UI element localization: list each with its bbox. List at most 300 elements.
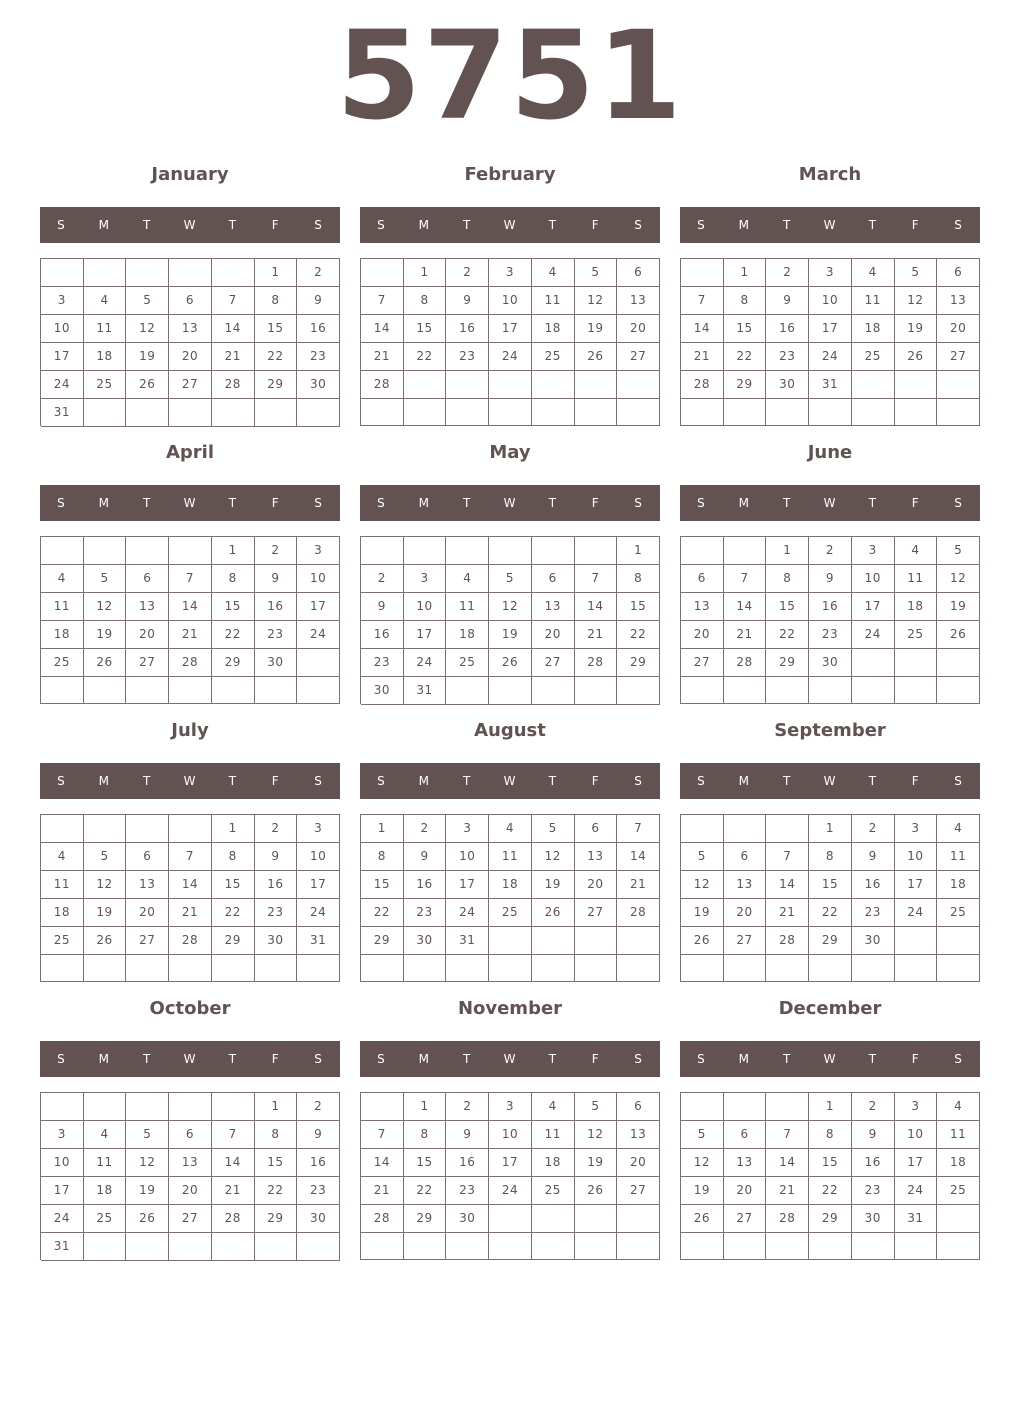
day-cell — [575, 955, 618, 982]
weekday-label: T — [142, 496, 152, 510]
day-cell: 10 — [809, 287, 852, 315]
day-cell: 29 — [809, 927, 852, 955]
day-cell: 26 — [575, 1177, 618, 1205]
day-cell — [169, 259, 212, 287]
month-name: May — [489, 442, 531, 463]
day-cell: 30 — [404, 927, 447, 955]
day-cell: 20 — [169, 343, 212, 371]
day-cell: 12 — [937, 565, 980, 593]
day-cell: 3 — [852, 537, 895, 565]
day-cell: 14 — [617, 843, 660, 871]
day-cell — [489, 955, 532, 982]
day-cell: 4 — [895, 537, 938, 565]
day-cell — [617, 371, 660, 399]
day-cell — [852, 649, 895, 677]
day-cell: 27 — [617, 343, 660, 371]
day-cell: 25 — [84, 371, 127, 399]
weekday-label: M — [418, 1052, 430, 1066]
day-cell: 24 — [41, 371, 84, 399]
weekday-label: T — [142, 774, 152, 788]
weekday-label: S — [314, 774, 323, 788]
day-cell: 19 — [681, 1177, 724, 1205]
month-name: August — [474, 720, 546, 741]
day-cell: 8 — [404, 287, 447, 315]
day-cell: 30 — [297, 371, 340, 399]
day-cell: 26 — [126, 1205, 169, 1233]
month-name: June — [807, 442, 853, 463]
day-cell — [446, 955, 489, 982]
day-cell: 20 — [937, 315, 980, 343]
day-cell: 27 — [126, 927, 169, 955]
day-cell: 2 — [852, 1093, 895, 1121]
day-cell: 22 — [809, 1177, 852, 1205]
day-cell — [41, 1093, 84, 1121]
weekday-label: S — [57, 496, 66, 510]
day-cell — [575, 399, 618, 426]
day-cell: 17 — [404, 621, 447, 649]
day-cell — [809, 677, 852, 704]
day-cell: 25 — [532, 1177, 575, 1205]
day-cell — [297, 649, 340, 677]
day-cell — [169, 677, 212, 704]
weekday-label: W — [183, 496, 197, 510]
day-cell: 6 — [617, 259, 660, 287]
day-cell: 1 — [809, 1093, 852, 1121]
day-cell: 15 — [212, 593, 255, 621]
day-cell: 12 — [84, 871, 127, 899]
day-cell: 18 — [532, 315, 575, 343]
day-cell — [809, 1233, 852, 1260]
day-cell: 10 — [41, 1149, 84, 1177]
day-grid — [680, 258, 980, 426]
day-cell: 6 — [169, 287, 212, 315]
day-cell — [724, 399, 767, 426]
day-cell: 26 — [489, 649, 532, 677]
day-cell: 6 — [575, 815, 618, 843]
weekday-label: T — [548, 218, 558, 232]
day-cell: 26 — [84, 649, 127, 677]
day-cell: 19 — [575, 1149, 618, 1177]
day-cell — [404, 537, 447, 565]
day-cell: 24 — [489, 343, 532, 371]
day-cell: 21 — [212, 1177, 255, 1205]
weekday-label: M — [98, 1052, 110, 1066]
day-cell — [766, 815, 809, 843]
day-cell — [489, 371, 532, 399]
day-cell — [852, 371, 895, 399]
day-cell: 21 — [766, 1177, 809, 1205]
day-cell: 25 — [937, 899, 980, 927]
day-cell: 18 — [41, 621, 84, 649]
day-cell: 10 — [852, 565, 895, 593]
day-cell: 30 — [809, 649, 852, 677]
day-cell: 17 — [489, 1149, 532, 1177]
day-cell: 5 — [126, 1121, 169, 1149]
day-cell: 18 — [446, 621, 489, 649]
day-cell: 23 — [852, 899, 895, 927]
day-cell: 22 — [255, 1177, 298, 1205]
day-cell: 14 — [681, 315, 724, 343]
day-cell: 24 — [895, 899, 938, 927]
day-cell: 31 — [895, 1205, 938, 1233]
day-cell: 27 — [532, 649, 575, 677]
day-cell: 9 — [446, 287, 489, 315]
day-cell: 13 — [681, 593, 724, 621]
day-cell: 24 — [809, 343, 852, 371]
day-cell: 23 — [446, 343, 489, 371]
weekday-header — [680, 1041, 980, 1077]
day-cell — [724, 955, 767, 982]
day-cell — [617, 677, 660, 705]
day-cell: 3 — [297, 537, 340, 565]
month-february — [360, 160, 660, 430]
day-cell: 16 — [255, 593, 298, 621]
day-cell — [575, 677, 618, 705]
day-cell — [41, 259, 84, 287]
day-cell — [532, 399, 575, 426]
day-cell — [937, 1205, 980, 1233]
day-cell — [809, 399, 852, 426]
day-cell: 12 — [126, 315, 169, 343]
day-cell: 25 — [41, 927, 84, 955]
weekday-label: S — [57, 774, 66, 788]
day-cell — [937, 955, 980, 982]
day-cell: 24 — [446, 899, 489, 927]
day-cell — [255, 399, 298, 427]
day-cell: 8 — [255, 287, 298, 315]
day-cell: 20 — [724, 1177, 767, 1205]
weekday-label: F — [591, 1052, 600, 1066]
day-cell: 29 — [361, 927, 404, 955]
day-cell: 6 — [126, 565, 169, 593]
day-cell: 12 — [532, 843, 575, 871]
weekday-label: T — [462, 218, 472, 232]
day-cell: 23 — [766, 343, 809, 371]
weekday-label: S — [57, 218, 66, 232]
day-cell: 14 — [766, 871, 809, 899]
day-cell: 28 — [212, 371, 255, 399]
month-october — [40, 994, 340, 1264]
weekday-label: S — [634, 774, 643, 788]
weekday-label: S — [314, 218, 323, 232]
day-cell — [126, 1233, 169, 1261]
day-cell: 9 — [361, 593, 404, 621]
day-cell: 27 — [169, 371, 212, 399]
day-cell: 1 — [617, 537, 660, 565]
day-cell: 17 — [41, 1177, 84, 1205]
day-cell: 25 — [84, 1205, 127, 1233]
day-cell: 13 — [126, 871, 169, 899]
month-name: September — [774, 720, 886, 741]
weekday-label: T — [228, 496, 238, 510]
day-cell: 13 — [937, 287, 980, 315]
day-cell — [84, 1093, 127, 1121]
day-cell: 5 — [532, 815, 575, 843]
day-cell: 2 — [255, 537, 298, 565]
day-cell: 17 — [41, 343, 84, 371]
day-cell: 20 — [532, 621, 575, 649]
weekday-label: M — [98, 218, 110, 232]
day-grid — [680, 1092, 980, 1260]
weekday-header — [40, 485, 340, 521]
day-cell: 12 — [575, 287, 618, 315]
day-cell: 10 — [41, 315, 84, 343]
day-cell: 8 — [724, 287, 767, 315]
day-cell — [724, 815, 767, 843]
day-cell: 22 — [361, 899, 404, 927]
day-cell: 17 — [809, 315, 852, 343]
day-cell: 4 — [84, 1121, 127, 1149]
day-cell: 14 — [361, 1149, 404, 1177]
day-cell — [404, 1233, 447, 1260]
day-cell — [41, 955, 84, 982]
day-cell: 12 — [489, 593, 532, 621]
day-cell: 31 — [41, 1233, 84, 1261]
weekday-header — [40, 1041, 340, 1077]
day-cell — [895, 1233, 938, 1260]
weekday-label: M — [418, 218, 430, 232]
day-cell: 19 — [937, 593, 980, 621]
day-cell — [361, 1233, 404, 1260]
weekday-label: T — [868, 774, 878, 788]
weekday-label: M — [738, 774, 750, 788]
day-cell: 13 — [724, 871, 767, 899]
day-cell — [895, 927, 938, 955]
day-cell: 7 — [617, 815, 660, 843]
month-name: November — [457, 998, 563, 1019]
day-cell: 11 — [895, 565, 938, 593]
day-cell: 24 — [852, 621, 895, 649]
day-grid — [360, 258, 660, 426]
day-cell — [361, 1093, 404, 1121]
day-cell: 13 — [724, 1149, 767, 1177]
day-cell — [532, 927, 575, 955]
day-cell: 18 — [489, 871, 532, 899]
day-cell: 28 — [575, 649, 618, 677]
day-cell — [41, 815, 84, 843]
day-cell: 29 — [255, 371, 298, 399]
day-cell — [489, 537, 532, 565]
day-cell: 5 — [895, 259, 938, 287]
day-cell: 23 — [297, 1177, 340, 1205]
day-cell — [681, 677, 724, 704]
day-cell: 13 — [532, 593, 575, 621]
day-cell: 14 — [575, 593, 618, 621]
day-cell: 6 — [169, 1121, 212, 1149]
day-cell: 13 — [617, 1121, 660, 1149]
weekday-label: F — [591, 774, 600, 788]
weekday-label: S — [697, 218, 706, 232]
day-cell — [297, 399, 340, 427]
day-cell: 15 — [724, 315, 767, 343]
weekday-label: F — [271, 218, 280, 232]
day-cell — [617, 955, 660, 982]
weekday-label: T — [782, 496, 792, 510]
day-cell — [895, 399, 938, 426]
weekday-label: S — [697, 496, 706, 510]
day-cell: 31 — [41, 399, 84, 427]
day-cell: 11 — [84, 1149, 127, 1177]
weekday-label: T — [462, 774, 472, 788]
weekday-label: S — [377, 496, 386, 510]
day-cell: 14 — [766, 1149, 809, 1177]
day-cell: 28 — [766, 1205, 809, 1233]
day-cell: 22 — [724, 343, 767, 371]
day-cell: 16 — [255, 871, 298, 899]
day-cell: 26 — [681, 927, 724, 955]
day-cell: 2 — [446, 1093, 489, 1121]
day-cell: 6 — [532, 565, 575, 593]
weekday-header — [40, 207, 340, 243]
day-cell: 7 — [361, 1121, 404, 1149]
day-cell: 28 — [212, 1205, 255, 1233]
day-cell: 20 — [617, 1149, 660, 1177]
day-cell: 26 — [126, 371, 169, 399]
day-cell: 3 — [809, 259, 852, 287]
day-cell — [446, 537, 489, 565]
day-cell: 23 — [852, 1177, 895, 1205]
day-cell: 1 — [255, 1093, 298, 1121]
day-cell: 26 — [681, 1205, 724, 1233]
day-cell: 14 — [169, 593, 212, 621]
weekday-label: T — [462, 496, 472, 510]
day-cell: 21 — [724, 621, 767, 649]
day-cell — [212, 399, 255, 427]
day-cell: 29 — [404, 1205, 447, 1233]
day-cell — [126, 259, 169, 287]
weekday-label: F — [591, 218, 600, 232]
day-cell: 9 — [404, 843, 447, 871]
day-cell: 31 — [446, 927, 489, 955]
day-cell: 29 — [255, 1205, 298, 1233]
day-cell: 29 — [809, 1205, 852, 1233]
day-cell: 3 — [297, 815, 340, 843]
day-cell: 19 — [532, 871, 575, 899]
day-cell: 26 — [895, 343, 938, 371]
day-cell: 6 — [937, 259, 980, 287]
day-cell — [766, 677, 809, 704]
day-cell — [169, 955, 212, 982]
day-cell: 31 — [297, 927, 340, 955]
day-cell: 16 — [361, 621, 404, 649]
weekday-label: W — [823, 218, 837, 232]
day-cell: 19 — [489, 621, 532, 649]
day-cell: 31 — [809, 371, 852, 399]
weekday-label: T — [548, 496, 558, 510]
day-cell — [937, 649, 980, 677]
month-september — [680, 716, 980, 986]
day-cell — [724, 537, 767, 565]
day-cell — [937, 1233, 980, 1260]
day-cell — [84, 399, 127, 427]
day-cell: 11 — [489, 843, 532, 871]
day-cell: 27 — [575, 899, 618, 927]
day-cell: 7 — [681, 287, 724, 315]
day-cell: 2 — [404, 815, 447, 843]
day-cell: 9 — [766, 287, 809, 315]
day-cell — [575, 537, 618, 565]
day-cell: 21 — [169, 621, 212, 649]
day-cell — [404, 399, 447, 426]
day-cell: 17 — [489, 315, 532, 343]
day-cell: 26 — [575, 343, 618, 371]
day-cell: 10 — [895, 1121, 938, 1149]
weekday-label: S — [634, 218, 643, 232]
day-cell: 10 — [297, 565, 340, 593]
day-cell: 5 — [681, 1121, 724, 1149]
month-june — [680, 438, 980, 708]
day-cell: 16 — [404, 871, 447, 899]
day-cell — [489, 1233, 532, 1260]
weekday-label: M — [738, 1052, 750, 1066]
day-cell: 6 — [681, 565, 724, 593]
day-cell: 29 — [766, 649, 809, 677]
day-cell: 24 — [489, 1177, 532, 1205]
day-grid — [360, 1092, 660, 1260]
day-cell: 21 — [361, 1177, 404, 1205]
day-cell: 1 — [361, 815, 404, 843]
weekday-header — [40, 763, 340, 799]
weekday-label: M — [98, 496, 110, 510]
day-cell — [169, 1093, 212, 1121]
month-may — [360, 438, 660, 708]
weekday-label: S — [954, 1052, 963, 1066]
day-cell: 7 — [766, 843, 809, 871]
day-cell: 16 — [852, 871, 895, 899]
day-cell — [489, 399, 532, 426]
day-cell: 23 — [255, 621, 298, 649]
day-cell: 15 — [766, 593, 809, 621]
day-cell: 29 — [212, 927, 255, 955]
day-cell: 26 — [84, 927, 127, 955]
day-cell: 5 — [126, 287, 169, 315]
day-cell — [361, 399, 404, 426]
day-cell — [84, 955, 127, 982]
day-cell: 17 — [446, 871, 489, 899]
day-cell: 6 — [126, 843, 169, 871]
day-cell: 9 — [255, 843, 298, 871]
day-cell: 22 — [617, 621, 660, 649]
day-cell: 2 — [297, 259, 340, 287]
day-cell: 11 — [41, 593, 84, 621]
day-cell: 25 — [937, 1177, 980, 1205]
weekday-label: M — [418, 774, 430, 788]
month-august — [360, 716, 660, 986]
day-cell: 21 — [766, 899, 809, 927]
day-cell: 23 — [404, 899, 447, 927]
weekday-label: S — [954, 496, 963, 510]
day-cell: 24 — [297, 899, 340, 927]
day-cell: 3 — [446, 815, 489, 843]
day-cell: 19 — [575, 315, 618, 343]
day-cell — [852, 955, 895, 982]
weekday-header — [360, 763, 660, 799]
weekday-label: T — [782, 774, 792, 788]
day-cell: 27 — [126, 649, 169, 677]
day-cell — [169, 1233, 212, 1261]
day-cell: 9 — [297, 1121, 340, 1149]
month-december — [680, 994, 980, 1264]
day-cell: 4 — [937, 1093, 980, 1121]
day-cell: 8 — [212, 843, 255, 871]
day-cell: 2 — [766, 259, 809, 287]
day-cell — [169, 815, 212, 843]
day-cell — [895, 677, 938, 704]
day-cell: 9 — [809, 565, 852, 593]
weekday-label: F — [271, 1052, 280, 1066]
day-cell — [937, 371, 980, 399]
day-cell — [766, 399, 809, 426]
